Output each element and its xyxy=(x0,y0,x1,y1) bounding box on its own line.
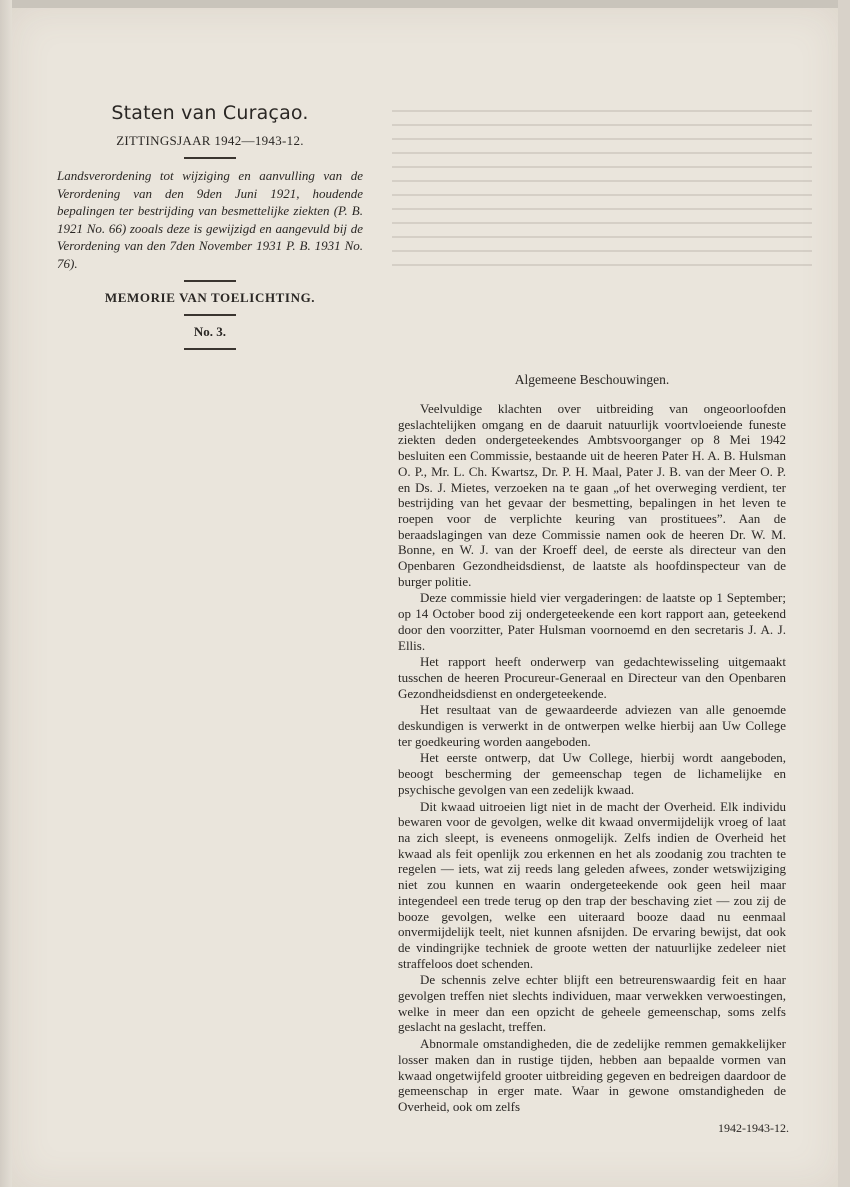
paragraph: Abnormale omstandigheden, die de zedelijke remmen gemakkelijker losser maken dan in rustige tijden, hebben aan bepaalde vormen van kwaad ongetwijfeld grooter uitbreiding gegeven en bedreigen daardoor de gemeenschap in erger mate. Waar in gewone omstandigheden de Overheid, ook om zelfs xyxy=(398,1036,786,1114)
divider xyxy=(184,314,236,316)
document-number: No. 3. xyxy=(193,324,227,339)
footer-code: 1942-1943-12. xyxy=(718,1121,789,1135)
section-heading: Algemeene Beschouwingen. xyxy=(514,372,670,387)
scan-left-edge xyxy=(0,0,12,1187)
ordinance-description: Landsverordening tot wijziging en aanvulling van de Verordening van den 9den Juni 1921, houdende bepalingen ter bestrijding van besmettelijke ziekten (P. B. 1921 No. 66) zooals deze is gewijzigd en aangevuld bij de Verordening van den 7den November 1931 P. B. 1931 No. 76). xyxy=(57,168,363,271)
paragraph: Het rapport heeft onderwerp van gedachtewisseling uitgemaakt tusschen de heeren Procureur-Generaal en Directeur van den Openbaren Gezondheidsdienst en ondergeteekende. xyxy=(398,654,786,701)
paragraph: Het eerste ontwerp, dat Uw College, hierbij wordt aangeboden, beoogt bescherming der gemeenschap tegen de lichamelijke en psychische gevolgen van een zedelijk kwaad. xyxy=(398,750,786,797)
divider xyxy=(184,280,236,282)
paragraph: Het resultaat van de gewaardeerde adviezen van alle genoemde deskundigen is verwerkt in de ontwerpen welke hierbij aan Uw College ter goedkeuring worden aangeboden. xyxy=(398,702,786,749)
paragraph: Dit kwaad uitroeien ligt niet in de macht der Overheid. Elk individu bewaren voor de gevolgen, welke dit kwaad onvermijdelijk vroeg of laat na zich sleept, is eveneens onmogelijk. Zelfs indien de Overheid het kwaad als feit openlijk zou erkennen en het als zoodanig zou trachten te regelen — iets, wat zij reeds lang geleden afwees, zonder wetswijziging niet zou kunnen en waarin ondergeteekende ook geen heil maar integendeel een trede terug op den trap der beschaving ziet — zou zij de booze gevolgen, welke een uiteraard booze daad nu eenmaal onvermijdelijk teelt, niet kunnen afsnijden. De ervaring bewijst, dat ook de vindingrijke techniek de groote wetten der natuurlijke zedeleer niet straffeloos doet schenden. xyxy=(398,798,786,971)
divider xyxy=(184,157,236,159)
paragraph: Deze commissie hield vier vergaderingen: de laatste op 1 September; op 14 October bood zij ondergeteekende een kort rapport aan, geteekend door den voorzitter, Pater Hulsman voornoemd en den secretaris J. A. J. Ellis. xyxy=(398,590,786,653)
paragraph: De schennis zelve echter blijft een betreurenswaardig feit en haar gevolgen treffen niet slechts individuen, maar verwekken verwoestingen, welke in meer dan een opzicht de geheele gemeenschap, soms zelfs geslacht na geslacht, treffen. xyxy=(398,972,786,1035)
divider xyxy=(184,348,236,350)
body-column xyxy=(398,372,786,1116)
document-header xyxy=(55,102,365,358)
page-title: Staten van Curaçao. xyxy=(111,102,309,124)
scan-right-edge xyxy=(838,0,850,1187)
session-year: ZITTINGSJAAR 1942—1943-12. xyxy=(116,133,304,148)
bleed-through-texture xyxy=(392,98,812,348)
memorie-heading: MEMORIE VAN TOELICHTING. xyxy=(104,290,316,305)
paragraph: Veelvuldige klachten over uitbreiding van ongeoorloofden geslachtelijken omgang en de daaruit natuurlijk voortvloeiende funeste ziekten deden ondergeteekendes Ambtsvoorganger op 8 Mei 1942 besluiten een Commissie, bestaande uit de heeren Pater H. A. B. Hulsman O. P., Mr. L. Ch. Kwartsz, Dr. P. H. Maal, Pater J. B. van der Meer O. P. en Ds. J. Mietes, verzoeken na te gaan „of het overweging verdient, ter bestrijding van het gevaar der besmetting, bepalingen in het leven te roepen voor de verplichte keuring van prostituees”. Aan de beraadslagingen van deze Commissie namen ook de heeren Dr. W. M. Bonne, en W. J. van der Kroeff deel, de eerste als directeur van den Openbaren Gezondheidsdienst, de laatste als hoofdinspecteur van de burger politie. xyxy=(398,401,786,589)
